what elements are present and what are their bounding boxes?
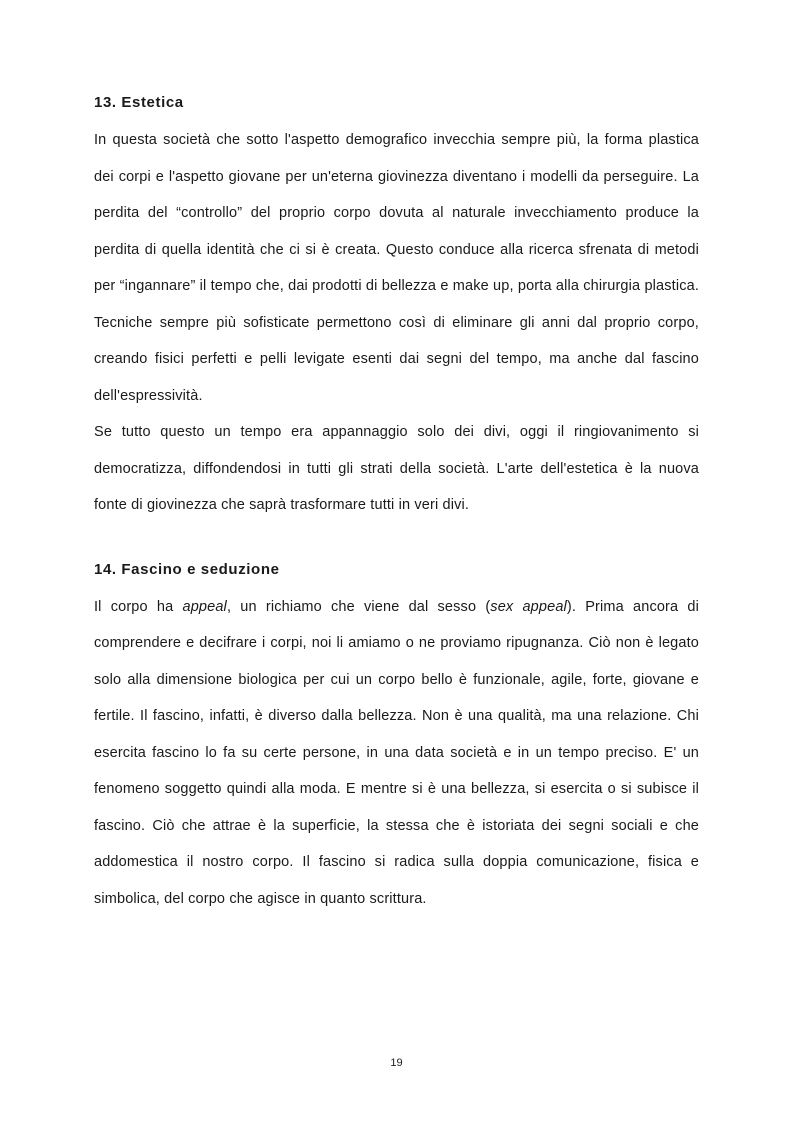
section-spacer (94, 524, 699, 559)
text-run: Il corpo ha (94, 598, 183, 615)
paragraph-estetica-1: In questa società che sotto l'aspetto demografico invecchia sempre più, la forma plastica dei corpi e l'aspetto giovane per un'eterna giovinezza diventano i modelli da perseguire. La perdita del “controllo” del proprio corpo dovuta al naturale invecchiamento produce la perdita di quella identità che ci si è creata. Questo conduce alla ricerca sfrenata di metodi per “ingannare” il tempo che, dai prodotti di bellezza e make up, porta alla chirurgia plastica. Tecniche sempre più sofisticate permettono così di eliminare gli anni dal proprio corpo, creando fisici perfetti e pelli levigate esenti dai segni del tempo, ma anche dal fascino dell'espressività. (94, 132, 699, 404)
text-run: ). Prima ancora di comprendere e decifrare i corpi, noi li amiamo o ne proviamo ripugnanza. Ciò non è legato solo alla dimensione biologica per cui un corpo bello è funzionale, agile, forte, giovane e fertile. Il fascino, infatti, è diverso dalla bellezza. Non è una qualità, ma una relazione. Chi esercita fascino lo fa su certe persone, in una data società e in un tempo preciso. E' un fenomeno soggetto quindi alla moda. E mentre si è una bellezza, si esercita o si subisce il fascino. Ciò che attrae è la superficie, la stessa che è istoriata dei segni sociali e che addomestica il nostro corpo. Il fascino si radica sulla doppia comunicazione, fisica e simbolica, del corpo che agisce in quanto scrittura. (94, 598, 699, 907)
section-title-fascino: 14. Fascino e seduzione (94, 560, 280, 578)
italic-term-appeal: appeal (182, 598, 227, 615)
text-run: , un richiamo che viene dal sesso ( (226, 598, 491, 615)
paragraph-fascino-1 (94, 589, 699, 918)
document-page (94, 92, 699, 917)
page-number: 19 (390, 1057, 403, 1069)
section-title-estetica: 13. Estetica (94, 94, 184, 111)
paragraph-estetica-2: Se tutto questo un tempo era appannaggio solo dei divi, oggi il ringiovanimento si democratizza, diffondendosi in tutti gli strati della società. L'arte dell'estetica è la nuova fonte di giovinezza che saprà trasformare tutti in veri divi. (94, 424, 699, 513)
italic-term-sex-appeal: sex appeal (490, 598, 567, 615)
